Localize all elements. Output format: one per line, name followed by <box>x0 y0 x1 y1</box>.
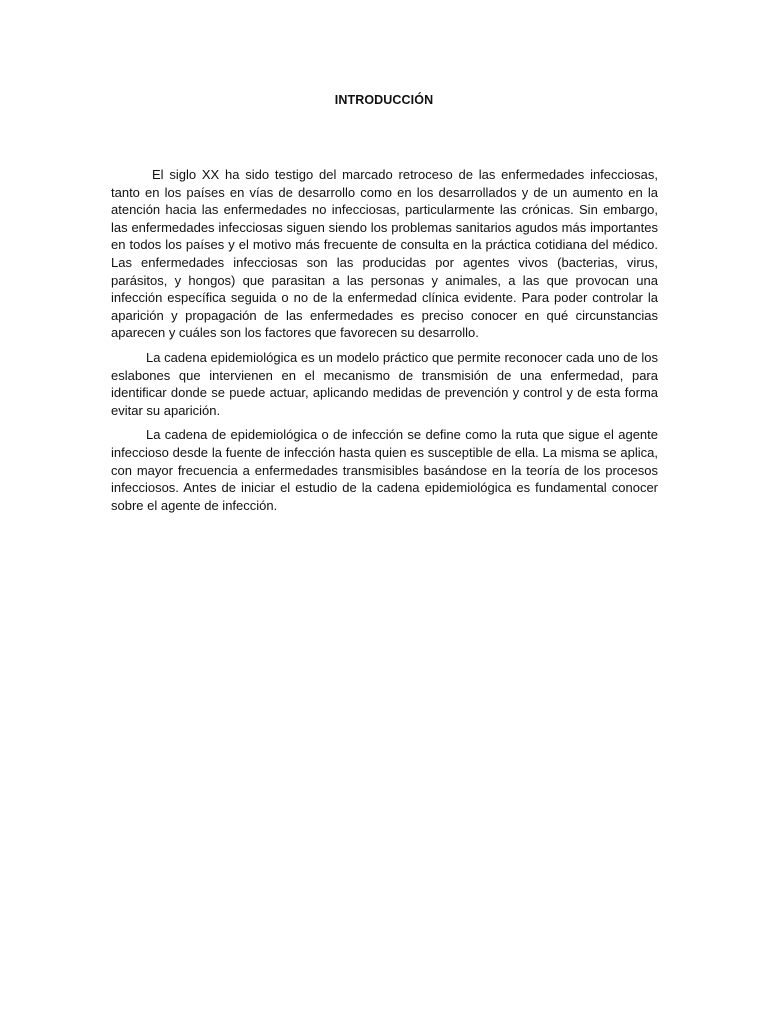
document-body <box>111 166 658 521</box>
paragraph-1: El siglo XX ha sido testigo del marcado retroceso de las enfermedades infecciosas, tanto en los países en vías de desarrollo como en los desarrollados y de un aumento en la atención hacia las enfermedades no infecciosas, particularmente las crónicas. Sin embargo, las enfermedades infecciosas siguen siendo los problemas sanitarios agudos más importantes en todos los países y el motivo más frecuente de consulta en la práctica cotidiana del médico. Las enfermedades infecciosas son las producidas por agentes vivos (bacterias, virus, parásitos, y hongos) que parasitan a las personas y animales, a las que provocan una infección específica seguida o no de la enfermedad clínica evidente. Para poder controlar la aparición y propagación de las enfermedades es preciso conocer en qué circunstancias aparecen y cuáles son los factores que favorecen su desarrollo. <box>111 167 658 341</box>
paragraph-2: La cadena epidemiológica es un modelo práctico que permite reconocer cada uno de los eslabones que intervienen en el mecanismo de transmisión de una enfermedad, para identificar donde se puede actuar, aplicando medidas de prevención y control y de esta forma evitar su aparición. <box>111 349 658 418</box>
page-title: INTRODUCCIÓN <box>334 93 434 107</box>
paragraph-3: La cadena de epidemiológica o de infección se define como la ruta que sigue el agente infeccioso desde la fuente de infección hasta quien es susceptible de ella. La misma se aplica, con mayor frecuencia a enfermedades transmisibles basándose en la teoría de los procesos infecciosos. Antes de iniciar el estudio de la cadena epidemiológica es fundamental conocer sobre el agente de infección. <box>111 427 658 513</box>
